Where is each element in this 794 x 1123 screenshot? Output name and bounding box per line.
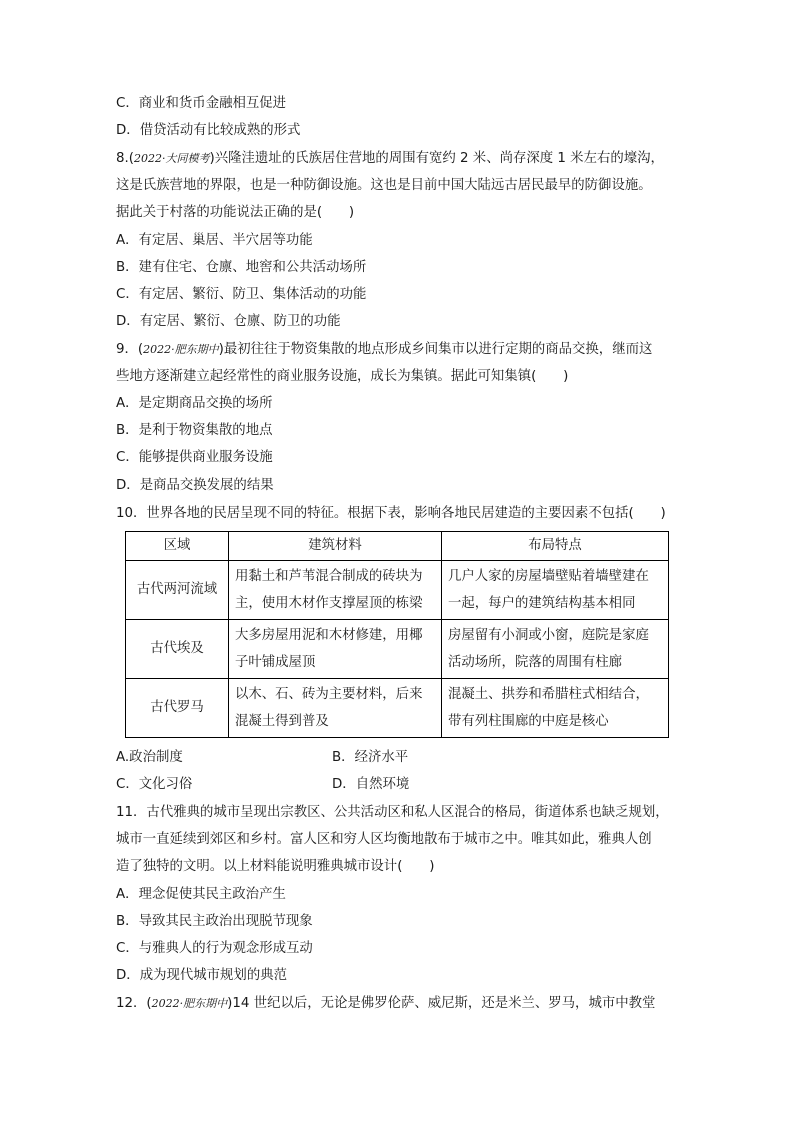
table-cell-region: 古代罗马 xyxy=(126,679,229,738)
q8-source: 2022·大同模考 xyxy=(134,152,210,165)
q8-option-b: B．建有住宅、仓廪、地窖和公共活动场所 xyxy=(116,260,367,275)
q9-option-a: A．是定期商品交换的场所 xyxy=(116,396,273,411)
q11-stem-line-3: 造了独特的文明。以上材料能说明雅典城市设计( ) xyxy=(116,859,435,874)
table-cell-layout xyxy=(442,620,669,679)
q12-number: 12．( xyxy=(116,996,152,1011)
q8-stem-text: )兴隆洼遗址的氏族居住营地的周围有宽约 2 米、尚存深度 1 米左右的壕沟， xyxy=(209,151,664,166)
q9-option-c: C．能够提供商业服务设施 xyxy=(116,450,273,465)
cell-line: 主，使用木材作支撑屋顶的栋梁 xyxy=(235,596,423,611)
q9-stem-line-1 xyxy=(116,340,652,360)
cell-line: 以木、石、砖为主要材料，后来 xyxy=(235,687,423,702)
q8-stem-line-1 xyxy=(116,149,664,169)
q11-option-c: C．与雅典人的行为观念形成互动 xyxy=(116,941,313,956)
q10-option-d: D．自然环境 xyxy=(332,777,410,792)
q9-option-b: B．是利于物资集散的地点 xyxy=(116,423,273,438)
table-cell-layout xyxy=(442,561,669,620)
table-cell-layout xyxy=(442,679,669,738)
q8-stem-line-2: 这是氏族营地的界限，也是一种防御设施。这也是目前中国大陆远古居民最早的防御设施。 xyxy=(116,178,652,193)
q8-number: 8.( xyxy=(116,151,135,166)
table-cell-material xyxy=(229,561,442,620)
q9-stem-text: )最初往往于物资集散的地点形成乡间集市以进行定期的商品交换，继而这 xyxy=(218,342,653,357)
q12-stem-text: )14 世纪以后，无论是佛罗伦萨、威尼斯，还是米兰、罗马，城市中教堂 xyxy=(227,996,656,1011)
table-cell-material xyxy=(229,620,442,679)
q9-source: 2022·肥东期中 xyxy=(143,343,219,356)
table-header-layout: 布局特点 xyxy=(442,532,669,561)
cell-line: 房屋留有小洞或小窗，庭院是家庭 xyxy=(448,628,649,643)
table-row xyxy=(126,561,669,620)
table-cell-region: 古代两河流域 xyxy=(126,561,229,620)
cell-line: 混凝土、拱券和希腊柱式相结合， xyxy=(448,687,649,702)
q10-option-a: A.政治制度 xyxy=(116,750,183,765)
q11-option-a: A．理念促使其民主政治产生 xyxy=(116,887,286,902)
table-cell-region: 古代埃及 xyxy=(126,620,229,679)
table-row xyxy=(126,679,669,738)
table-header-region: 区域 xyxy=(126,532,229,561)
q10-option-b: B．经济水平 xyxy=(332,750,409,765)
table-row xyxy=(126,620,669,679)
table-cell-material xyxy=(229,679,442,738)
q7-option-c: C．商业和货币金融相互促进 xyxy=(116,96,287,111)
cell-line: 子叶铺成屋顶 xyxy=(235,655,316,670)
q8-option-a: A．有定居、巢居、半穴居等功能 xyxy=(116,233,313,248)
q8-stem-line-3: 据此关于村落的功能说法正确的是( ) xyxy=(116,205,355,220)
cell-line: 用黏土和芦苇混合制成的砖块为 xyxy=(235,569,423,584)
q11-option-b: B．导致其民主政治出现脱节现象 xyxy=(116,914,313,929)
cell-line: 活动场所，院落的周围有柱廊 xyxy=(448,655,623,670)
cell-line: 几户人家的房屋墙壁贴着墙壁建在 xyxy=(448,569,649,584)
q8-option-c: C．有定居、繁衍、防卫、集体活动的功能 xyxy=(116,287,367,302)
q11-stem-line-2: 城市一直延续到郊区和乡村。富人区和穷人区均衡地散布于城市之中。唯其如此，雅典人创 xyxy=(116,832,652,847)
q7-option-d: D．借贷活动有比较成熟的形式 xyxy=(116,123,301,138)
q12-stem-line-1 xyxy=(116,994,655,1014)
q8-option-d: D．有定居、繁衍、仓廪、防卫的功能 xyxy=(116,314,341,329)
housing-comparison-table xyxy=(125,531,669,738)
table-header-row xyxy=(126,532,669,561)
q9-option-d: D．是商品交换发展的结果 xyxy=(116,478,274,493)
q10-stem: 10．世界各地的民居呈现不同的特征。根据下表，影响各地民居建造的主要因素不包括( ) xyxy=(116,506,666,521)
cell-line: 混凝土得到普及 xyxy=(235,714,329,729)
cell-line: 带有列柱围廊的中庭是核心 xyxy=(448,714,609,729)
q9-stem-line-2: 些地方逐渐建立起经常性的商业服务设施，成长为集镇。据此可知集镇( ) xyxy=(116,369,569,384)
q11-stem-line-1: 11．古代雅典的城市呈现出宗教区、公共活动区和私人区混合的格局，街道体系也缺乏规划， xyxy=(116,805,669,820)
cell-line: 一起，每户的建筑结构基本相同 xyxy=(448,596,636,611)
q9-number: 9．( xyxy=(116,342,144,357)
q12-source: 2022·肥东期中 xyxy=(151,997,228,1010)
cell-line: 大多房屋用泥和木材修建，用椰 xyxy=(235,628,423,643)
table-header-material: 建筑材料 xyxy=(229,532,442,561)
q10-option-c: C．文化习俗 xyxy=(116,777,193,792)
q11-option-d: D．成为现代城市规划的典范 xyxy=(116,968,287,983)
